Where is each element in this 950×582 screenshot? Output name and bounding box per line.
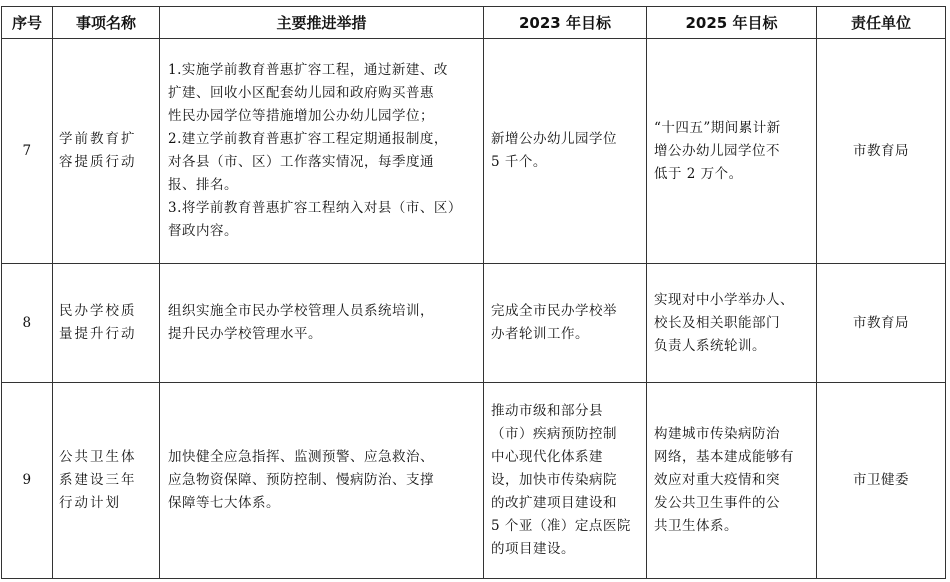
table-row [2,383,946,579]
row-number-cell [2,383,53,579]
measures-text: 组织实施全市民办学校管理人员系统培训， 提升民办学校管理水平。 [168,303,434,342]
goal-2023-cell [484,383,647,579]
item-name: 学前教育扩 容提质行动 [59,131,137,170]
goal-2025-text: “十四五”期间累计新 增公办幼儿园学位不 低于 2 万个。 [654,119,781,182]
item-name: 民办学校质 量提升行动 [59,303,137,342]
goal-2023-cell [484,264,647,383]
responsible-unit-cell [817,383,946,579]
header-measures: 主要推进举措 [160,7,484,39]
measures-text: 1.实施学前教育普惠扩容工程，通过新建、改 扩建、回收小区配套幼儿园和政府购买普惠 性民办园学位等措施增加公办幼儿园学位； 2.建立学前教育普惠扩容工程定期通报制度， 对各县（市、区）工作落实情况，每季度通 报、排名。 3.将学前教育普惠扩容工程纳入对县（市、区） 督政内容。 [168,62,462,239]
row-number: 7 [22,142,32,159]
header-num: 序号 [2,7,53,39]
measures-text: 加快健全应急指挥、监测预警、应急救治、 应急物资保障、预防控制、慢病防治、支撑 保障等七大体系。 [168,449,434,511]
goal-2025-text: 实现对中小学举办人、 校长及相关职能部门 负责人系统轮训。 [654,291,794,354]
responsible-unit: 市卫健委 [853,472,909,488]
row-number-cell [2,39,53,264]
goal-2023-text: 完成全市民办学校举 办者轮训工作。 [491,303,617,342]
header-row [2,7,946,39]
header-name: 事项名称 [53,7,160,39]
measures-cell [160,383,484,579]
header-goal-2023: 2023 年目标 [484,7,647,39]
responsible-unit-cell [817,264,946,383]
row-number: 8 [22,314,32,331]
goal-2025-cell [647,39,817,264]
measures-cell [160,39,484,264]
row-number-cell [2,264,53,383]
goal-2023-text: 新增公办幼儿园学位 5 千个。 [491,131,617,170]
table-row [2,39,946,264]
responsible-unit: 市教育局 [853,314,909,331]
goal-2025-cell [647,264,817,383]
row-number: 9 [22,472,32,488]
table-row [2,264,946,383]
responsible-unit: 市教育局 [853,142,909,159]
item-name-cell [53,383,160,579]
header-goal-2025: 2025 年目标 [647,7,817,39]
item-name-cell [53,39,160,264]
item-name-cell [53,264,160,383]
goal-2023-cell [484,39,647,264]
measures-cell [160,264,484,383]
goal-2023-text: 推动市级和部分县 （市）疾病预防控制 中心现代化体系建 设，加快市传染病院 的改扩建项目建设和 5 个亚（准）定点医院 的项目建设。 [491,403,631,557]
goal-2025-text: 构建城市传染病防治 网络，基本建成能够有 效应对重大疫情和突 发公共卫生事件的公 共卫生体系。 [654,426,794,534]
measures-table [1,6,946,579]
responsible-unit-cell [817,39,946,264]
item-name: 公共卫生体 系建设三年 行动计划 [59,449,137,511]
header-unit: 责任单位 [817,7,946,39]
goal-2025-cell [647,383,817,579]
